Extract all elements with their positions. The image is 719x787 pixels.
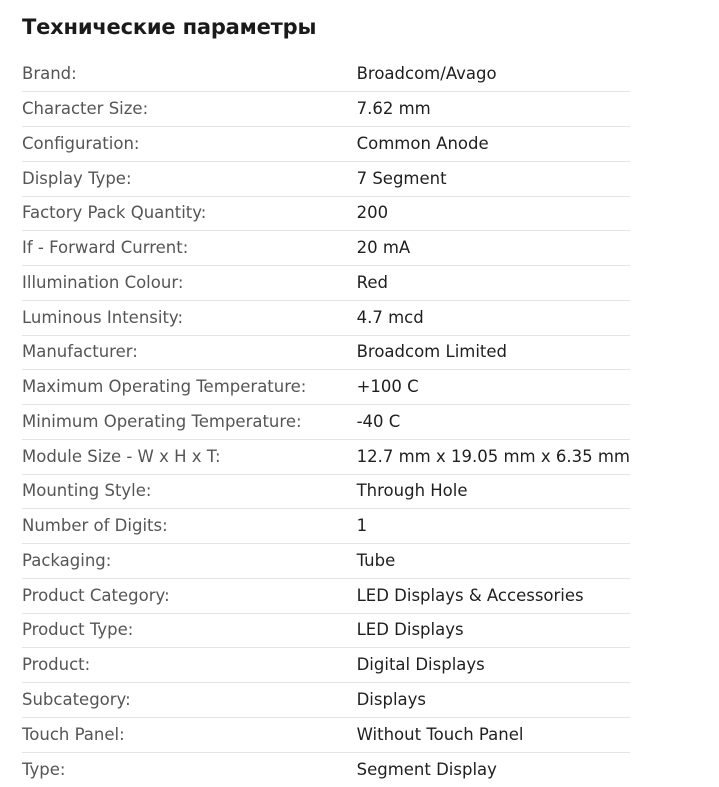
parameter-row [22, 335, 630, 370]
parameters-table-body [22, 57, 630, 787]
parameter-name: Packaging: [22, 544, 357, 579]
parameter-value: 12.7 mm x 19.05 mm x 6.35 mm [357, 439, 630, 474]
parameter-row [22, 578, 630, 613]
parameter-value: 7 Segment [357, 161, 630, 196]
parameter-name: Module Size - W x H x T: [22, 439, 357, 474]
parameter-row [22, 161, 630, 196]
parameter-name: Character Size: [22, 92, 357, 127]
parameter-value: -40 C [357, 405, 630, 440]
parameter-name: Configuration: [22, 127, 357, 162]
parameter-row [22, 613, 630, 648]
parameter-row [22, 544, 630, 579]
parameter-name: Minimum Operating Temperature: [22, 405, 357, 440]
parameter-row [22, 439, 630, 474]
parameter-name: Brand: [22, 64, 77, 84]
parameter-row [22, 683, 630, 718]
parameter-row [22, 717, 630, 752]
parameter-name: Product Category: [22, 578, 357, 613]
parameter-row [22, 92, 630, 127]
parameter-name: Mounting Style: [22, 474, 357, 509]
parameter-row [22, 405, 630, 440]
parameter-value: 20 mA [357, 231, 630, 266]
parameter-value: +100 C [357, 370, 630, 405]
parameter-value: 7.62 mm [357, 92, 630, 127]
parameter-name: Product: [22, 648, 357, 683]
parameter-row [22, 370, 630, 405]
parameter-row [22, 196, 630, 231]
parameter-value: LED Displays [357, 613, 630, 648]
technical-parameters-section [22, 0, 630, 779]
parameter-name: Luminous Intensity: [22, 300, 357, 335]
parameter-name: Subcategory: [22, 683, 357, 718]
parameter-value: Digital Displays [357, 648, 630, 683]
section-title: Технические параметры [22, 15, 317, 39]
parameter-name: Maximum Operating Temperature: [22, 370, 357, 405]
parameter-row [22, 648, 630, 683]
parameter-value: Segment Display [357, 752, 630, 787]
parameter-value: Tube [357, 544, 630, 579]
parameter-value: Broadcom Limited [357, 335, 630, 370]
parameter-row [22, 752, 630, 787]
parameter-value: Without Touch Panel [357, 717, 630, 752]
parameter-name: If - Forward Current: [22, 231, 357, 266]
parameter-name: Type: [22, 752, 357, 787]
parameter-row [22, 474, 630, 509]
parameter-value: Through Hole [357, 474, 630, 509]
parameter-name: Display Type: [22, 161, 357, 196]
parameter-value: LED Displays & Accessories [357, 578, 630, 613]
parameters-table [22, 57, 630, 787]
parameter-name: Product Type: [22, 613, 357, 648]
parameter-row [22, 57, 630, 92]
parameter-name: Illumination Colour: [22, 266, 357, 301]
parameter-name: Manufacturer: [22, 335, 357, 370]
parameter-value: Red [357, 266, 630, 301]
parameter-row [22, 231, 630, 266]
parameter-value: 4.7 mcd [357, 300, 630, 335]
parameter-name: Factory Pack Quantity: [22, 196, 357, 231]
parameter-value: Displays [357, 683, 630, 718]
parameter-value: 1 [357, 509, 630, 544]
parameter-row [22, 509, 630, 544]
parameter-row [22, 127, 630, 162]
parameter-name: Touch Panel: [22, 717, 357, 752]
parameter-row [22, 266, 630, 301]
parameter-value: Common Anode [357, 127, 630, 162]
parameter-row [22, 300, 630, 335]
parameter-name: Number of Digits: [22, 509, 357, 544]
parameter-value: Broadcom/Avago [356, 64, 497, 84]
parameter-value: 200 [357, 196, 630, 231]
